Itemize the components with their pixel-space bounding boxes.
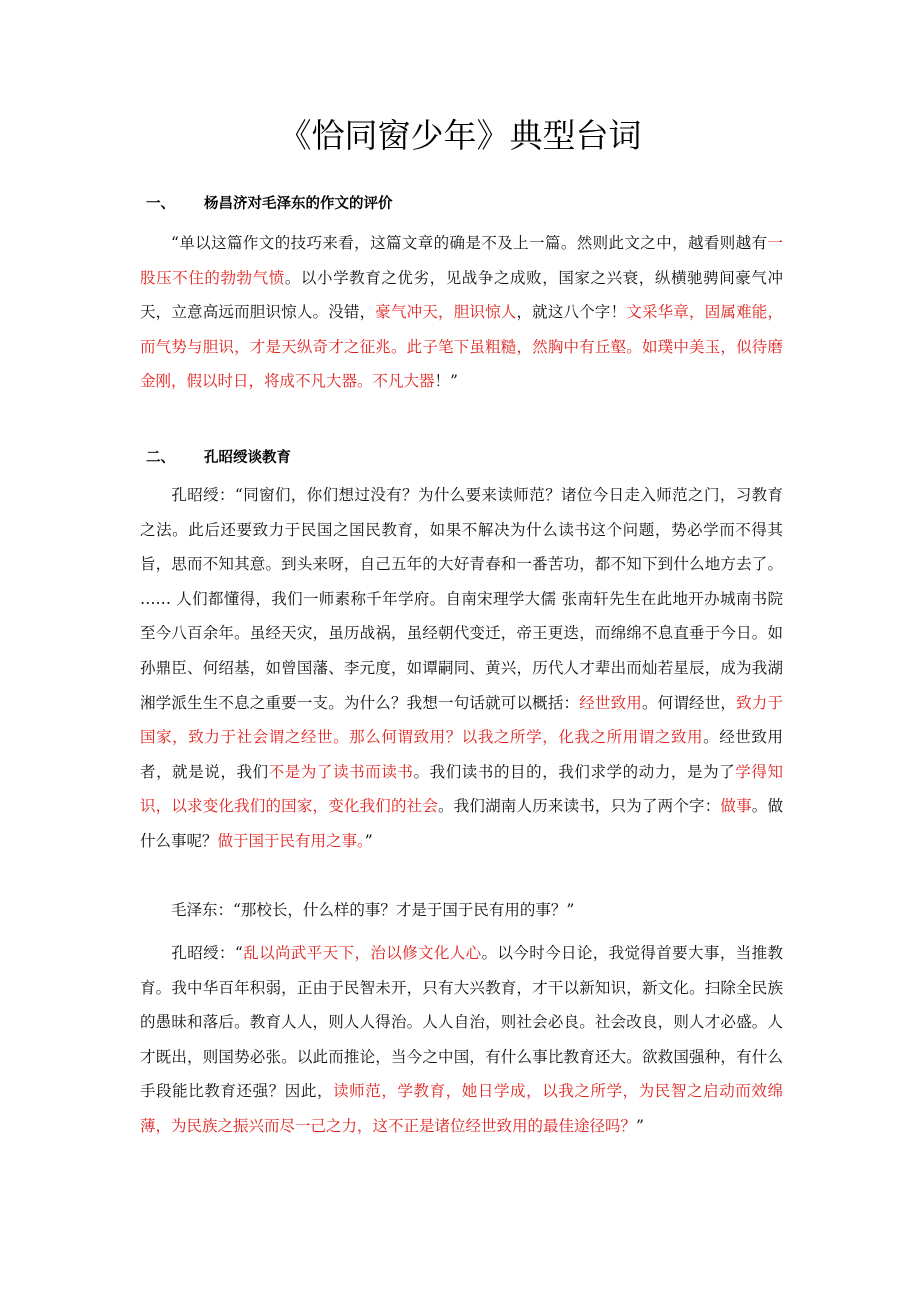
document-title: 《恰同窗少年》典型台词 xyxy=(278,116,642,155)
paragraph-text: 孔昭绶：“ xyxy=(171,944,243,962)
highlighted-text: 做事 xyxy=(720,797,752,816)
paragraph xyxy=(140,936,783,1144)
highlighted-text: 豪气冲天，胆识惊人 xyxy=(375,303,517,322)
paragraph-text: 。我们湖南人历来读书，只为了两个字： xyxy=(438,797,721,816)
highlighted-text: 致力于国家，致力于社会谓之经世。那么何谓致用？以我之所学，化我之所用谓之致用 xyxy=(140,693,783,747)
section-number: 一、 xyxy=(146,196,175,212)
paragraph-text: 。以今时今日论，我觉得首要大事，当推教育。我中华百年积弱，正由于民智未开，只有大兴教育，才干以新知识，新文化。扫除全民族的愚昧和落后。教育人人，则人人得治。人人自治，则社会必良。社会改良，则人才必盛。人才既出，则国势必张。以此而推论，当今之中国，有什么事比教育还大。欲救国强种，有什么手段能比教育还强？因此， xyxy=(140,944,783,1101)
paragraph xyxy=(140,226,783,399)
paragraph-text: ，就这八个字！ xyxy=(516,303,627,322)
highlighted-text: 一股压不住的勃勃气愤 xyxy=(140,234,783,287)
section-heading-2 xyxy=(146,447,291,469)
section-number: 二、 xyxy=(146,450,175,466)
paragraph-text: 。我们读书的目的，我们求学的动力，是为了 xyxy=(413,762,736,781)
section-heading-text: 杨昌济对毛泽东的作文的评价 xyxy=(204,196,393,212)
paragraph xyxy=(140,893,783,928)
paragraph xyxy=(140,478,783,859)
highlighted-text: 文采华章，固属难能，而气势与胆识，才是天纵奇才之征兆。此子笔下虽粗糙，然胸中有丘壑。如璞中美玉，似待磨金刚，假以时日，将成不凡大器。不凡大器 xyxy=(140,303,783,391)
highlighted-text: 不是为了读书而读书 xyxy=(268,762,414,781)
highlighted-text: 经世致用 xyxy=(579,693,642,712)
highlighted-text: 学得知识，以求变化我们的国家，变化我们的社会 xyxy=(140,762,783,816)
paragraph-text: 毛泽东：“那校长，什么样的事？才是于国于民有用的事？” xyxy=(171,901,575,919)
paragraph-text: 。经世致用者，就是说，我们 xyxy=(140,728,783,781)
highlighted-text: 乱以尚武平天下，治以修文化人心 xyxy=(242,944,482,962)
paragraph-text: 。何谓经世， xyxy=(641,693,737,712)
paragraph-text: “单以这篇作文的技巧来看，这篇文章的确是不及上一篇。然则此文之中，越看则越有 xyxy=(171,234,768,252)
paragraph-text: 孔昭绶：“同窗们，你们想过没有？为什么要来读师范？诸位今日走入师范之门，习教育之法。此后还要致力于民国之国民教育，如果不解决为什么读书这个问题，势必学而不得其旨，思而不知其意。到头来呀，自己五年的大好青春和一番苦功，都不知下到什么地方去了。 …… 人们都懂得，我们一师素称千年学府。自南宋理学大儒 张南轩先生在此地开办城南书院至今八百余年。虽经天灾，虽历战祸，虽经朝代变迁，帝王更迭，而绵绵不息直垂于今日。如孙鼎臣、何绍基，如曾国藩、李元度，如谭嗣同、黄兴，历代人才辈出而灿若星辰，成为我湖湘学派生生不息之重要一支。为什么？我想一句话就可以概括： xyxy=(140,486,783,712)
section-heading-1 xyxy=(146,193,393,215)
paragraph-text: 。做什么事呢？ xyxy=(140,797,783,850)
paragraph-text: ！” xyxy=(434,372,458,391)
highlighted-text: 读师范，学教育，她日学成，以我之所学，为民智之启动而效绵薄，为民族之振兴而尽一己之力，这不正是诸位经世致用的最佳途径吗？ xyxy=(140,1082,783,1135)
section-heading-text: 孔昭绶谈教育 xyxy=(204,450,291,466)
highlighted-text: 做于国于民有用之事。 xyxy=(217,831,365,850)
paragraph-text: ” xyxy=(636,1116,644,1135)
paragraph-text: 。以小学教育之优劣，见战争之成败，国家之兴衰，纵横驰骋间豪气冲天，立意高远而胆识惊人。没错， xyxy=(140,268,783,322)
paragraph-text: ” xyxy=(364,831,373,850)
